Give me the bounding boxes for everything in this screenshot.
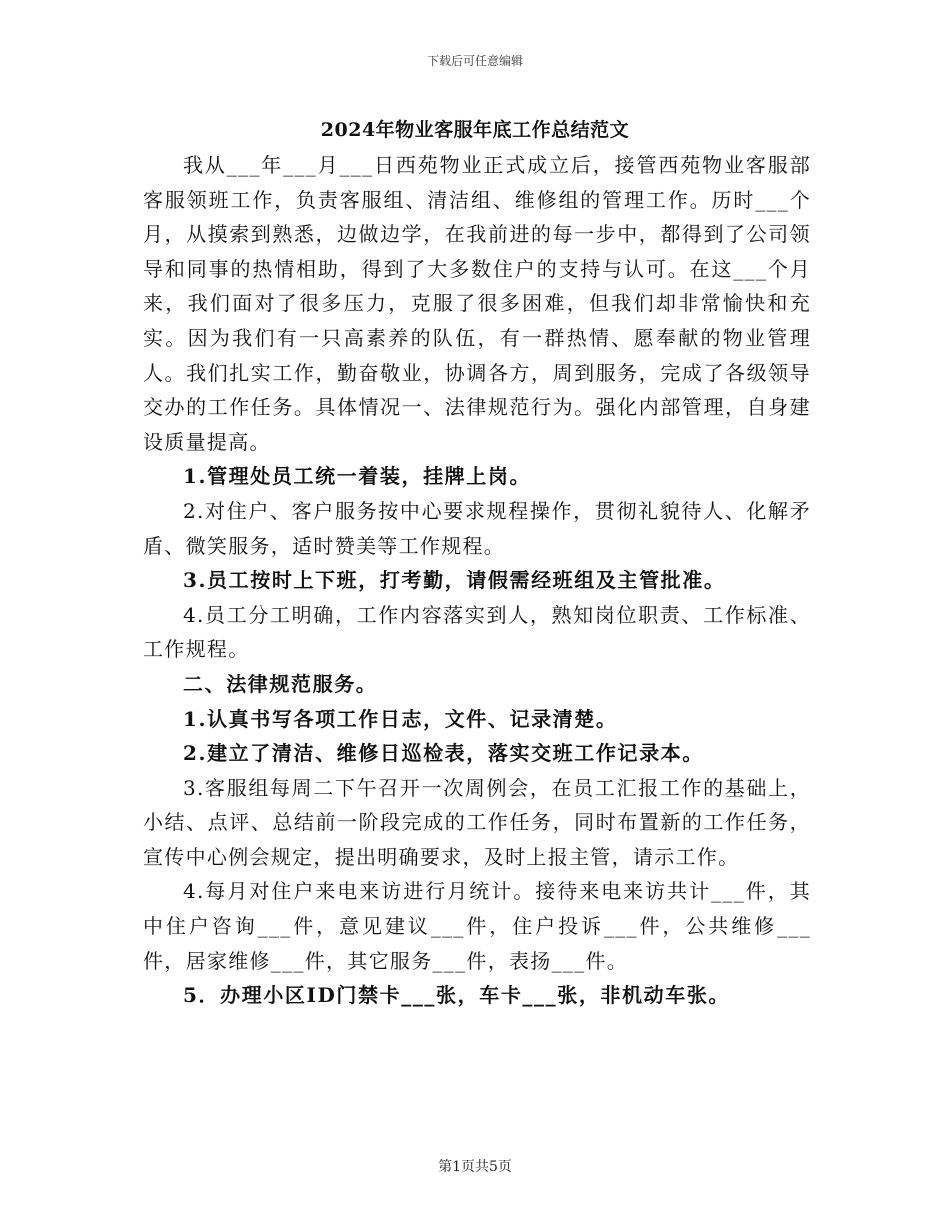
paragraph-item-monthly-statistics: 4.每月对住户来电来访进行月统计。接待来电来访共计___件，其中住户咨询___件，意见建议___件，住户投诉___件，公共维修___件，居家维修___件，其它服务___件，表扬___件。 [143,879,811,973]
paragraph-item-work-log: 1.认真书写各项工作日志，文件、记录清楚。 [183,706,618,731]
page-number: 第1页共5页 [438,1159,512,1175]
paragraph-item-access-cards: 5．办理小区ID门禁卡___张，车卡___张，非机动车张。 [183,983,731,1008]
header-note: 下载后可任意编辑 [426,54,523,68]
paragraph-item-attendance: 3.员工按时上下班，打考勤，请假需经班组及主管批准。 [183,568,726,593]
paragraph-item-service-procedure: 2.对住户、客户服务按中心要求规程操作，贯彻礼貌待人、化解矛盾、微笑服务，适时赞美等工作规程。 [143,498,811,558]
section-heading-service: 二、法律规范服务。 [183,671,378,696]
document-title: 2024年物业客服年底工作总结范文 [320,119,630,141]
document-body [143,148,811,1013]
paragraph-item-weekly-meeting: 3.客服组每周二下午召开一次周例会，在员工汇报工作的基础上，小结、点评、总结前一阶段完成的工作任务，同时布置新的工作任务，宣传中心例会规定，提出明确要求，及时上报主管，请示工作。 [143,775,811,869]
paragraph-item-division-of-work: 4.员工分工明确，工作内容落实到人，熟知岗位职责、工作标准、工作规程。 [143,602,811,662]
paragraph-item-inspection: 2.建立了清洁、维修日巡检表，落实交班工作记录本。 [183,741,704,766]
paragraph-intro: 我从___年___月___日西苑物业正式成立后，接管西苑物业客服部客服领班工作，负责客服组、清洁组、维修组的管理工作。历时___个月，从摸索到熟悉，边做边学，在我前进的每一步中，都得到了公司领导和同事的热情相助，得到了大多数住户的支持与认可。在这___个月来，我们面对了很多压力，克服了很多困难，但我们却非常愉快和充实。因为我们有一只高素养的队伍，有一群热情、愿奉献的物业管理人。我们扎实工作，勤奋敬业，协调各方，周到服务，完成了各级领导交办的工作任务。具体情况一、法律规范行为。强化内部管理，自身建设质量提高。 [143,153,811,454]
paragraph-item-uniform: 1.管理处员工统一着装，挂牌上岗。 [183,464,532,489]
